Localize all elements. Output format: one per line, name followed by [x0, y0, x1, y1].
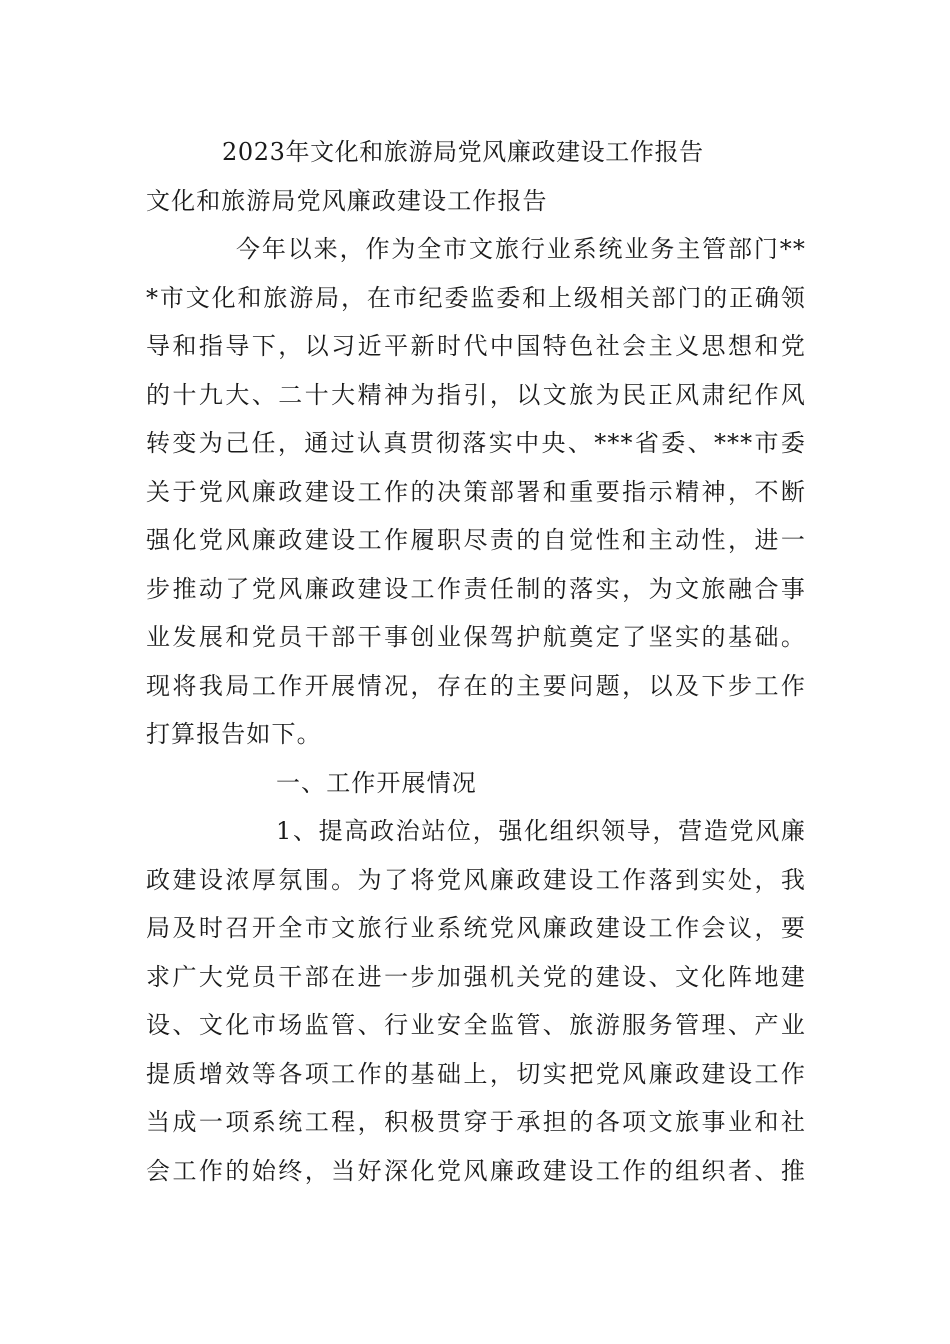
paragraph-line: 转变为己任，通过认真贯彻落实中央、***省委、***市委 [146, 429, 806, 457]
paragraph-line: 关于党风廉政建设工作的决策部署和重要指示精神，不断 [146, 478, 806, 506]
paragraph-line: 当成一项系统工程，积极贯穿于承担的各项文旅事业和社 [146, 1108, 806, 1136]
paragraph-line: 步推动了党风廉政建设工作责任制的落实，为文旅融合事 [146, 575, 806, 603]
paragraph-line: 强化党风廉政建设工作履职尽责的自觉性和主动性，进一 [146, 526, 806, 554]
paragraph-line: 导和指导下，以习近平新时代中国特色社会主义思想和党 [146, 332, 806, 360]
paragraph-line: 业发展和党员干部干事创业保驾护航奠定了坚实的基础。 [146, 623, 806, 651]
section-heading: 一、工作开展情况 [276, 769, 477, 797]
paragraph-line: 求广大党员干部在进一步加强机关党的建设、文化阵地建 [146, 963, 806, 991]
paragraph-line: 提质增效等各项工作的基础上，切实把党风廉政建设工作 [146, 1060, 806, 1088]
paragraph-line: 的十九大、二十大精神为指引，以文旅为民正风肃纪作风 [146, 381, 806, 409]
subsection-heading-line: 1、提高政治站位，强化组织领导，营造党风廉 [276, 817, 806, 845]
document-title: 2023年文化和旅游局党风廉政建设工作报告 [222, 138, 704, 166]
paragraph-line: *市文化和旅游局，在市纪委监委和上级相关部门的正确领 [146, 284, 806, 312]
paragraph-line: 局及时召开全市文旅行业系统党风廉政建设工作会议，要 [146, 914, 806, 942]
paragraph-line: 政建设浓厚氛围。为了将党风廉政建设工作落到实处，我 [146, 866, 806, 894]
document-subtitle: 文化和旅游局党风廉政建设工作报告 [146, 187, 548, 215]
paragraph-line: 现将我局工作开展情况，存在的主要问题，以及下步工作 [146, 672, 806, 700]
paragraph-line: 打算报告如下。 [146, 720, 322, 748]
paragraph-line: 设、文化市场监管、行业安全监管、旅游服务管理、产业 [146, 1011, 806, 1039]
paragraph-line: 今年以来，作为全市文旅行业系统业务主管部门** [236, 235, 806, 263]
paragraph-line: 会工作的始终，当好深化党风廉政建设工作的组织者、推 [146, 1157, 806, 1185]
